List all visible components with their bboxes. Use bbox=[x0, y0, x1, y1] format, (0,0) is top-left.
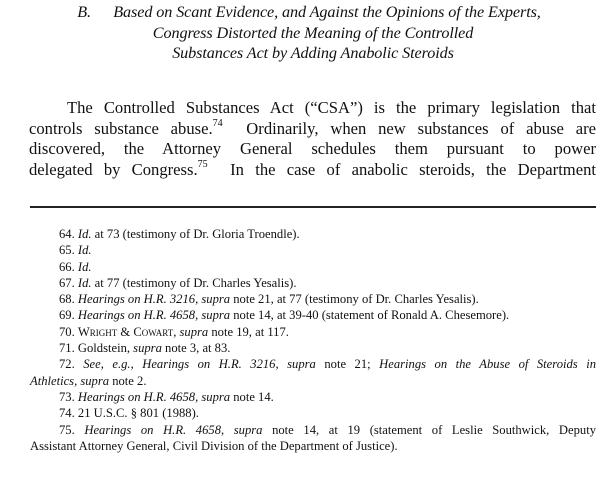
footnote-68 bbox=[30, 291, 596, 307]
footnote-line bbox=[30, 275, 596, 291]
footnote-text: at 77 (testimony of Dr. Charles Yesalis). bbox=[91, 275, 297, 290]
footnote-line bbox=[30, 307, 596, 323]
footnote-line bbox=[30, 242, 596, 258]
footnote-75 bbox=[30, 422, 596, 455]
footnote-text: , bbox=[173, 324, 180, 339]
footnote-text: Hearings on H.R. 4658, supra bbox=[77, 389, 231, 404]
footnote-line bbox=[30, 324, 596, 340]
footnote-number: 70. bbox=[59, 324, 78, 339]
footnote-text: Id. bbox=[77, 259, 92, 274]
footnote-72 bbox=[30, 356, 596, 389]
footnote-66 bbox=[30, 259, 596, 275]
footnote-text: Id. bbox=[77, 275, 92, 290]
footnote-number: 68. bbox=[59, 292, 78, 307]
footnote-text: Id. bbox=[77, 227, 92, 241]
footnote-divider bbox=[30, 206, 596, 208]
footnote-text: Wright & Cowart bbox=[77, 324, 174, 339]
footnote-70 bbox=[30, 324, 596, 340]
footnote-number: 75. bbox=[59, 422, 85, 437]
footnote-text: note 3, at 83. bbox=[161, 341, 231, 356]
footnote-line bbox=[30, 389, 596, 405]
footnote-line bbox=[30, 405, 596, 421]
heading-line-3: Substances Act by Adding Anabolic Steroids bbox=[172, 44, 454, 62]
footnote-64 bbox=[30, 226, 596, 242]
heading-line-1: B. Based on Scant Evidence, and Against the Opinions of the Experts, bbox=[77, 3, 541, 21]
footnote-ref-75[interactable]: 75 bbox=[197, 158, 208, 170]
footnote-text: Athletics, supra bbox=[30, 373, 110, 388]
footnote-73 bbox=[30, 389, 596, 405]
footnote-text: Hearings on the Abuse of Steroids in bbox=[379, 357, 596, 372]
heading-line-2: Congress Distorted the Meaning of the Controlled bbox=[152, 23, 474, 42]
footnote-text: note 14, at 39-40 (statement of Ronald A. Chesemore). bbox=[230, 308, 510, 323]
body-line-1: The Controlled Substances Act (“CSA”) is the primary legislation that bbox=[67, 98, 596, 117]
footnote-text: See, e.g., Hearings on H.R. 3216, supra bbox=[83, 357, 316, 372]
footnote-text: note 14. bbox=[230, 389, 274, 404]
footnote-number: 67. bbox=[59, 275, 78, 290]
footnote-line bbox=[30, 259, 596, 275]
footnote-69 bbox=[30, 307, 596, 323]
footnote-line bbox=[30, 226, 596, 242]
footnote-text: 21 U.S.C. § 801 (1988). bbox=[77, 406, 199, 421]
footnote-continuation bbox=[30, 373, 596, 389]
footnote-text: note 2. bbox=[109, 373, 147, 388]
section-heading bbox=[30, 2, 596, 64]
section-label: B. bbox=[77, 3, 91, 21]
footnote-line bbox=[30, 422, 596, 438]
body-line-2: controls substance abuse.$^{74}$ Ordinarily, when new substances of abuse are bbox=[29, 117, 597, 138]
footnote-line bbox=[30, 340, 596, 356]
footnote-text: note 14, at 19 (statement of Leslie Southwick, Deputy bbox=[262, 422, 597, 437]
footnote-text: note 21, at 77 (testimony of Dr. Charles Yesalis). bbox=[230, 292, 479, 307]
footnote-text: Goldstein, bbox=[77, 341, 134, 356]
footnote-continuation bbox=[30, 438, 596, 454]
footnote-number: 73. bbox=[59, 389, 78, 404]
footnote-71 bbox=[30, 340, 596, 356]
footnote-number: 72. bbox=[59, 357, 84, 372]
footnote-text: Hearings on H.R. 4658, supra bbox=[77, 308, 231, 323]
footnote-text: Assistant Attorney General, Civil Division of the Department of Justice). bbox=[30, 438, 398, 453]
body-line-4: delegated by Congress.$^{75}$ In the case of anabolic steroids, the Department bbox=[29, 158, 596, 179]
footnote-text: supra bbox=[179, 324, 209, 339]
footnote-74 bbox=[30, 405, 596, 421]
footnote-number: 65. bbox=[59, 243, 78, 258]
footnote-number: 74. bbox=[59, 406, 78, 421]
footnote-number: 71. bbox=[59, 341, 78, 356]
footnote-line bbox=[30, 356, 596, 372]
footnote-65 bbox=[30, 242, 596, 258]
footnote-text: note 21; bbox=[315, 357, 380, 372]
footnotes-list bbox=[30, 226, 596, 454]
footnote-number: 64. bbox=[59, 227, 78, 241]
footnote-line bbox=[30, 291, 596, 307]
footnote-text: note 19, at 117. bbox=[208, 324, 289, 339]
footnote-number: 69. bbox=[59, 308, 78, 323]
body-paragraph bbox=[29, 98, 596, 180]
footnote-number: 66. bbox=[59, 259, 78, 274]
body-line-3: discovered, the Attorney General schedules them pursuant to power bbox=[29, 139, 596, 158]
footnote-ref-74[interactable]: 74 bbox=[212, 117, 223, 129]
footnote-text: at 73 (testimony of Dr. Gloria Troendle). bbox=[91, 227, 300, 241]
footnote-text: Hearings on H.R. 3216, supra bbox=[77, 292, 231, 307]
footnote-text: supra bbox=[133, 341, 162, 356]
footnote-text: Hearings on H.R. 4658, supra bbox=[84, 422, 263, 437]
footnote-text: Id. bbox=[77, 243, 92, 258]
footnote-67 bbox=[30, 275, 596, 291]
